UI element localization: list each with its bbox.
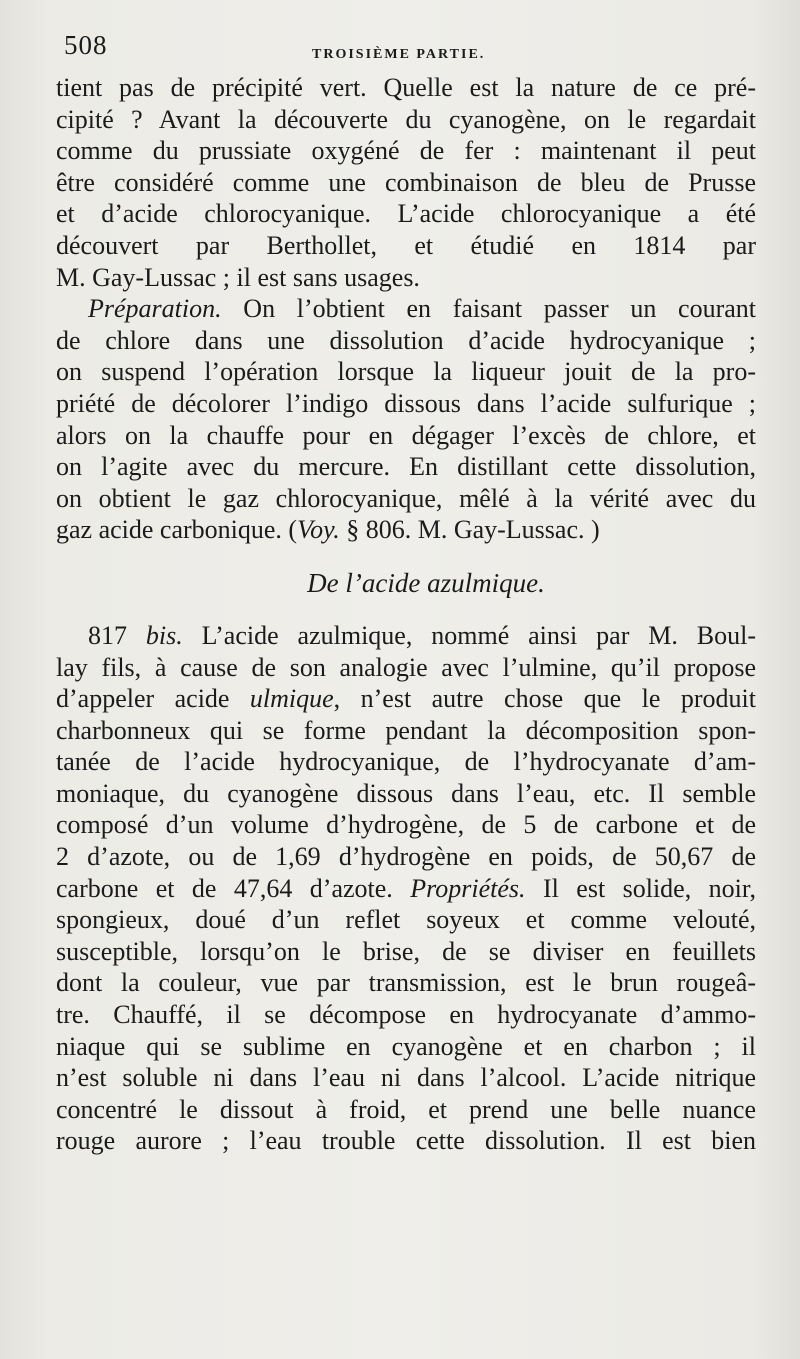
paragraph-lead-line	[56, 293, 756, 325]
text-line: rouge aurore ; l’eau trouble cette dissolution. Il est bien	[56, 1126, 756, 1156]
text-line: on obtient le gaz chlorocyanique, mêlé à la vérité avec du	[56, 483, 756, 513]
text-fragment: gaz acide carbonique. (	[56, 515, 298, 545]
text-line: spongieux, doué d’un reflet soyeux et comme velouté,	[56, 905, 756, 935]
text-fragment: d’appeler acide	[56, 684, 250, 714]
text-line: n’est soluble ni dans l’eau ni dans l’alcool. L’acide nitrique	[56, 1063, 756, 1093]
text-line: alors on la chauffe pour en dégager l’excès de chlore, et	[56, 420, 756, 450]
text-line: tre. Chauffé, il se décompose en hydrocyanate d’ammo-	[56, 1000, 756, 1030]
text-fragment: , n’est autre chose que le produit	[333, 684, 756, 714]
text-line: niaque qui se sublime en cyanogène et en charbon ; il	[56, 1031, 756, 1061]
text-fragment: Il est solide, noir,	[525, 873, 756, 903]
paragraph-lead-line	[56, 620, 756, 652]
text-fragment: § 806. M. Gay-Lussac. )	[339, 515, 600, 545]
preparation-label: Préparation.	[88, 294, 222, 324]
text-line: charbonneux qui se forme pendant la décomposition spon-	[56, 715, 756, 745]
text-fragment: On l’obtient en faisant passer un courant	[243, 294, 757, 324]
italic-term: ulmique	[249, 684, 334, 714]
text-fragment: L’acide azulmique, nommé ainsi par M. Boul-	[201, 620, 757, 650]
text-line: M. Gay-Lussac ; il est sans usages.	[56, 262, 420, 292]
text-line: priété de décolorer l’indigo dissous dans l’acide sulfurique ;	[56, 388, 756, 418]
text-line: de chlore dans une dissolution d’acide hydrocyanique ;	[56, 325, 756, 355]
properties-label: Propriétés.	[410, 873, 526, 903]
text-line	[56, 683, 756, 715]
text-line: composé d’un volume d’hydrogène, de 5 de carbone et de	[56, 810, 756, 840]
text-line: être considéré comme une combinaison de bleu de Prusse	[56, 167, 756, 197]
text-line: susceptible, lorsqu’on le brise, de se diviser en feuillets	[56, 936, 756, 966]
article-number: 817	[88, 620, 127, 650]
body-text	[56, 72, 756, 1157]
text-line	[56, 514, 756, 546]
section-heading: De l’acide azulmique.	[307, 567, 545, 598]
text-line: on l’agite avec du mercure. En distillant cette dissolution,	[56, 452, 756, 482]
text-line: 2 d’azote, ou de 1,69 d’hydrogène en poids, de 50,67 de	[56, 842, 756, 872]
text-line: lay fils, à cause de son analogie avec l’ulmine, qu’il propose	[56, 652, 756, 682]
text-line: découvert par Berthollet, et étudié en 1814 par	[56, 230, 756, 260]
part-title: TROISIÈME PARTIE.	[312, 47, 486, 62]
text-line: moniaque, du cyanogène dissous dans l’eau, etc. Il semble	[56, 778, 756, 808]
text-line: on suspend l’opération lorsque la liqueur jouit de la pro-	[56, 357, 756, 387]
text-line: tanée de l’acide hydrocyanique, de l’hydrocyanate d’am-	[56, 747, 756, 777]
text-fragment: carbone et de 47,64 d’azote.	[56, 873, 411, 903]
text-line: comme du prussiate oxygéné de fer : maintenant il peut	[56, 136, 756, 166]
article-suffix: bis.	[145, 620, 183, 650]
running-head	[64, 30, 760, 64]
page-number: 508	[64, 30, 108, 60]
text-line: dont la couleur, vue par transmission, est le brun rougeâ-	[56, 968, 756, 998]
text-line	[56, 873, 756, 905]
text-line: et d’acide chlorocyanique. L’acide chlorocyanique a été	[56, 199, 756, 229]
text-line: concentré le dissout à froid, et prend une belle nuance	[56, 1094, 756, 1124]
text-line: cipité ? Avant la découverte du cyanogène, on le regardait	[56, 104, 756, 134]
reference-abbrev: Voy.	[297, 515, 340, 545]
text-line: tient pas de précipité vert. Quelle est la nature de ce pré-	[56, 73, 756, 102]
